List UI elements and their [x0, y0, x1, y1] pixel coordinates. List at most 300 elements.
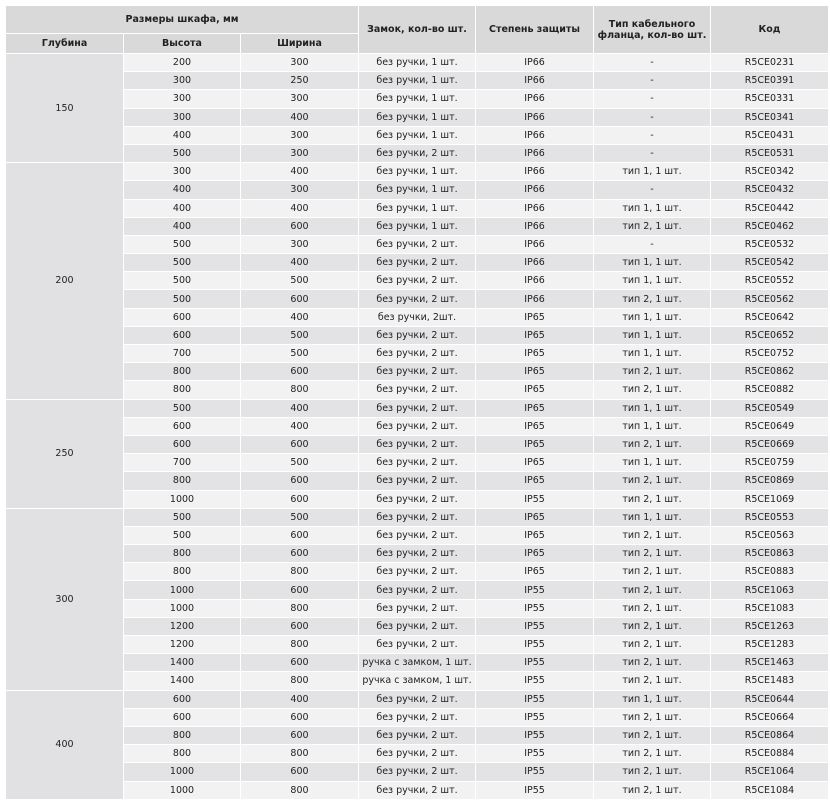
cell-flange: тип 1, 1 шт. [594, 254, 711, 272]
cell-height: 800 [124, 363, 241, 381]
cell-width: 600 [241, 726, 359, 744]
cell-protection: IP66 [476, 54, 594, 72]
cell-lock: без ручки, 2 шт. [359, 781, 476, 799]
cell-flange: тип 1, 1 шт. [594, 399, 711, 417]
cell-width: 600 [241, 545, 359, 563]
cell-flange: тип 2, 1 шт. [594, 599, 711, 617]
cell-protection: IP65 [476, 508, 594, 526]
cell-height: 800 [124, 563, 241, 581]
cell-lock: без ручки, 2 шт. [359, 745, 476, 763]
cell-height: 800 [124, 726, 241, 744]
cell-lock: ручка с замком, 1 шт. [359, 672, 476, 690]
cell-code: R5CE0863 [711, 545, 829, 563]
table-row [6, 490, 829, 508]
cell-height: 300 [124, 108, 241, 126]
table-row [6, 235, 829, 253]
cell-height: 300 [124, 163, 241, 181]
cell-height: 700 [124, 345, 241, 363]
table-row [6, 417, 829, 435]
cell-flange: тип 2, 1 шт. [594, 545, 711, 563]
cell-code: R5CE0342 [711, 163, 829, 181]
table-row [6, 690, 829, 708]
cell-code: R5CE0231 [711, 54, 829, 72]
cell-protection: IP55 [476, 654, 594, 672]
cell-width: 400 [241, 417, 359, 435]
cell-depth: 400 [6, 690, 124, 799]
cell-width: 600 [241, 490, 359, 508]
cell-flange: тип 1, 1 шт. [594, 272, 711, 290]
cell-lock: без ручки, 2 шт. [359, 545, 476, 563]
cell-code: R5CE0884 [711, 745, 829, 763]
cell-flange: тип 1, 1 шт. [594, 345, 711, 363]
header-width: Ширина [241, 34, 359, 54]
cell-flange: тип 2, 1 шт. [594, 526, 711, 544]
cell-lock: без ручки, 1 шт. [359, 90, 476, 108]
cell-lock: без ручки, 1 шт. [359, 217, 476, 235]
cell-width: 600 [241, 217, 359, 235]
table-header [6, 6, 829, 54]
cell-code: R5CE1064 [711, 763, 829, 781]
cell-protection: IP65 [476, 399, 594, 417]
table-row [6, 636, 829, 654]
cell-lock: без ручки, 2 шт. [359, 636, 476, 654]
cell-protection: IP65 [476, 435, 594, 453]
cell-width: 600 [241, 290, 359, 308]
cell-code: R5CE0553 [711, 508, 829, 526]
table-row [6, 599, 829, 617]
cell-code: R5CE0883 [711, 563, 829, 581]
cell-lock: без ручки, 2 шт. [359, 763, 476, 781]
cell-protection: IP66 [476, 72, 594, 90]
cell-code: R5CE0664 [711, 708, 829, 726]
cell-lock: без ручки, 1 шт. [359, 72, 476, 90]
cell-height: 500 [124, 272, 241, 290]
cell-flange: - [594, 108, 711, 126]
cell-height: 600 [124, 435, 241, 453]
cell-flange: тип 2, 1 шт. [594, 654, 711, 672]
cell-code: R5CE0869 [711, 472, 829, 490]
cell-protection: IP55 [476, 672, 594, 690]
cell-protection: IP65 [476, 563, 594, 581]
table-row [6, 126, 829, 144]
cell-lock: без ручки, 2 шт. [359, 563, 476, 581]
table-row [6, 617, 829, 635]
cell-protection: IP65 [476, 526, 594, 544]
table-row [6, 454, 829, 472]
cell-lock: без ручки, 2 шт. [359, 144, 476, 162]
cell-flange: - [594, 72, 711, 90]
cell-height: 800 [124, 745, 241, 763]
cell-width: 800 [241, 563, 359, 581]
cell-width: 300 [241, 126, 359, 144]
cell-lock: без ручки, 1 шт. [359, 163, 476, 181]
cell-code: R5CE0759 [711, 454, 829, 472]
cell-height: 500 [124, 254, 241, 272]
table-row [6, 435, 829, 453]
cell-flange: тип 1, 1 шт. [594, 508, 711, 526]
cell-lock: без ручки, 2 шт. [359, 345, 476, 363]
cell-height: 200 [124, 54, 241, 72]
cell-height: 300 [124, 90, 241, 108]
cell-code: R5CE0644 [711, 690, 829, 708]
cell-lock: ручка с замком, 1 шт. [359, 654, 476, 672]
table-row [6, 672, 829, 690]
cell-protection: IP66 [476, 199, 594, 217]
cell-width: 500 [241, 508, 359, 526]
cell-height: 1000 [124, 763, 241, 781]
cell-code: R5CE0642 [711, 308, 829, 326]
cell-flange: тип 2, 1 шт. [594, 363, 711, 381]
cell-code: R5CE1483 [711, 672, 829, 690]
cell-width: 800 [241, 636, 359, 654]
cell-protection: IP55 [476, 745, 594, 763]
cell-width: 300 [241, 54, 359, 72]
cell-lock: без ручки, 1 шт. [359, 126, 476, 144]
cell-width: 500 [241, 345, 359, 363]
cell-flange: тип 1, 1 шт. [594, 199, 711, 217]
cell-width: 500 [241, 454, 359, 472]
cell-protection: IP65 [476, 454, 594, 472]
cell-flange: тип 2, 1 шт. [594, 435, 711, 453]
cell-width: 800 [241, 381, 359, 399]
cell-protection: IP66 [476, 181, 594, 199]
header-height: Высота [124, 34, 241, 54]
cell-flange: тип 2, 1 шт. [594, 290, 711, 308]
cell-width: 600 [241, 763, 359, 781]
cell-protection: IP66 [476, 254, 594, 272]
table-row [6, 108, 829, 126]
cell-width: 400 [241, 308, 359, 326]
cell-height: 800 [124, 381, 241, 399]
cell-flange: тип 1, 1 шт. [594, 326, 711, 344]
cell-protection: IP55 [476, 690, 594, 708]
cell-lock: без ручки, 2 шт. [359, 526, 476, 544]
cell-code: R5CE0552 [711, 272, 829, 290]
cell-lock: без ручки, 2 шт. [359, 708, 476, 726]
cell-lock: без ручки, 2 шт. [359, 381, 476, 399]
cell-lock: без ручки, 2 шт. [359, 435, 476, 453]
cell-flange: тип 2, 1 шт. [594, 563, 711, 581]
cell-lock: без ручки, 1 шт. [359, 199, 476, 217]
cell-width: 800 [241, 672, 359, 690]
table-row [6, 563, 829, 581]
table-body [6, 54, 829, 800]
cell-height: 600 [124, 417, 241, 435]
cell-width: 600 [241, 363, 359, 381]
table-row [6, 345, 829, 363]
cell-width: 250 [241, 72, 359, 90]
cell-width: 400 [241, 690, 359, 708]
cell-protection: IP66 [476, 126, 594, 144]
cell-width: 600 [241, 526, 359, 544]
cell-lock: без ручки, 2 шт. [359, 508, 476, 526]
cell-protection: IP66 [476, 272, 594, 290]
cell-code: R5CE1063 [711, 581, 829, 599]
cell-width: 600 [241, 617, 359, 635]
cell-protection: IP55 [476, 781, 594, 799]
cell-protection: IP65 [476, 381, 594, 399]
cell-height: 800 [124, 472, 241, 490]
table-row [6, 308, 829, 326]
cell-lock: без ручки, 2 шт. [359, 726, 476, 744]
cell-width: 400 [241, 199, 359, 217]
cell-protection: IP55 [476, 708, 594, 726]
cell-protection: IP65 [476, 417, 594, 435]
table-row [6, 654, 829, 672]
cell-height: 500 [124, 144, 241, 162]
cell-code: R5CE1263 [711, 617, 829, 635]
cell-protection: IP66 [476, 108, 594, 126]
cell-lock: без ручки, 2 шт. [359, 272, 476, 290]
table-row [6, 90, 829, 108]
cell-protection: IP55 [476, 599, 594, 617]
cell-protection: IP65 [476, 345, 594, 363]
cell-width: 800 [241, 781, 359, 799]
cell-protection: IP66 [476, 217, 594, 235]
cell-protection: IP65 [476, 363, 594, 381]
cell-code: R5CE0563 [711, 526, 829, 544]
enclosure-spec-table [5, 5, 829, 800]
table-row [6, 745, 829, 763]
cell-lock: без ручки, 1 шт. [359, 54, 476, 72]
cell-lock: без ручки, 2 шт. [359, 599, 476, 617]
cell-flange: - [594, 181, 711, 199]
cell-height: 1000 [124, 599, 241, 617]
table-row [6, 708, 829, 726]
table-row [6, 254, 829, 272]
cell-flange: тип 1, 1 шт. [594, 454, 711, 472]
cell-flange: тип 1, 1 шт. [594, 690, 711, 708]
cell-lock: без ручки, 2 шт. [359, 490, 476, 508]
cell-protection: IP65 [476, 472, 594, 490]
cell-height: 600 [124, 690, 241, 708]
table-row [6, 581, 829, 599]
table-row [6, 217, 829, 235]
cell-code: R5CE1084 [711, 781, 829, 799]
table-row [6, 726, 829, 744]
cell-flange: - [594, 90, 711, 108]
cell-code: R5CE0391 [711, 72, 829, 90]
cell-protection: IP55 [476, 763, 594, 781]
cell-flange: тип 2, 1 шт. [594, 636, 711, 654]
cell-flange: тип 2, 1 шт. [594, 781, 711, 799]
header-depth: Глубина [6, 34, 124, 54]
cell-depth: 150 [6, 54, 124, 163]
cell-height: 400 [124, 126, 241, 144]
cell-lock: без ручки, 2шт. [359, 308, 476, 326]
cell-flange: - [594, 144, 711, 162]
cell-height: 400 [124, 217, 241, 235]
table-row [6, 290, 829, 308]
table-row [6, 199, 829, 217]
cell-height: 1000 [124, 781, 241, 799]
cell-flange: тип 2, 1 шт. [594, 745, 711, 763]
cell-width: 500 [241, 326, 359, 344]
cell-height: 400 [124, 181, 241, 199]
cell-code: R5CE0882 [711, 381, 829, 399]
cell-height: 1400 [124, 654, 241, 672]
cell-lock: без ручки, 1 шт. [359, 108, 476, 126]
cell-protection: IP65 [476, 545, 594, 563]
table-row [6, 144, 829, 162]
cell-code: R5CE0752 [711, 345, 829, 363]
cell-height: 300 [124, 72, 241, 90]
table-row [6, 54, 829, 72]
cell-protection: IP66 [476, 235, 594, 253]
cell-width: 600 [241, 581, 359, 599]
cell-height: 600 [124, 326, 241, 344]
cell-protection: IP66 [476, 90, 594, 108]
cell-width: 600 [241, 654, 359, 672]
cell-lock: без ручки, 2 шт. [359, 617, 476, 635]
cell-width: 300 [241, 235, 359, 253]
cell-flange: тип 1, 1 шт. [594, 163, 711, 181]
cell-protection: IP55 [476, 636, 594, 654]
cell-width: 400 [241, 399, 359, 417]
cell-height: 1400 [124, 672, 241, 690]
cell-depth: 250 [6, 399, 124, 508]
cell-height: 600 [124, 708, 241, 726]
cell-width: 600 [241, 472, 359, 490]
cell-code: R5CE0532 [711, 235, 829, 253]
cell-lock: без ручки, 2 шт. [359, 326, 476, 344]
cell-code: R5CE0862 [711, 363, 829, 381]
table-row [6, 181, 829, 199]
table-row [6, 781, 829, 799]
cell-flange: тип 2, 1 шт. [594, 472, 711, 490]
cell-flange: тип 2, 1 шт. [594, 490, 711, 508]
cell-code: R5CE0442 [711, 199, 829, 217]
table-row [6, 72, 829, 90]
cell-height: 500 [124, 235, 241, 253]
cell-width: 600 [241, 435, 359, 453]
cell-width: 300 [241, 181, 359, 199]
cell-width: 500 [241, 272, 359, 290]
table-row [6, 763, 829, 781]
table-row [6, 163, 829, 181]
cell-flange: - [594, 126, 711, 144]
cell-lock: без ручки, 1 шт. [359, 181, 476, 199]
cell-code: R5CE0669 [711, 435, 829, 453]
cell-code: R5CE0549 [711, 399, 829, 417]
cell-width: 400 [241, 108, 359, 126]
cell-height: 500 [124, 526, 241, 544]
cell-code: R5CE0431 [711, 126, 829, 144]
cell-lock: без ручки, 2 шт. [359, 235, 476, 253]
cell-width: 600 [241, 708, 359, 726]
cell-height: 400 [124, 199, 241, 217]
cell-width: 400 [241, 163, 359, 181]
cell-lock: без ручки, 2 шт. [359, 454, 476, 472]
header-protection: Степень защиты [476, 6, 594, 54]
cell-protection: IP66 [476, 290, 594, 308]
cell-flange: тип 2, 1 шт. [594, 217, 711, 235]
header-code: Код [711, 6, 829, 54]
cell-protection: IP65 [476, 308, 594, 326]
cell-code: R5CE0542 [711, 254, 829, 272]
cell-protection: IP65 [476, 326, 594, 344]
cell-height: 1200 [124, 636, 241, 654]
cell-depth: 200 [6, 163, 124, 399]
cell-height: 500 [124, 290, 241, 308]
cell-flange: - [594, 235, 711, 253]
cell-code: R5CE0462 [711, 217, 829, 235]
cell-width: 300 [241, 144, 359, 162]
cell-height: 1200 [124, 617, 241, 635]
table-row [6, 272, 829, 290]
table-row [6, 508, 829, 526]
cell-flange: - [594, 54, 711, 72]
cell-width: 300 [241, 90, 359, 108]
cell-protection: IP66 [476, 163, 594, 181]
cell-width: 800 [241, 745, 359, 763]
cell-flange: тип 2, 1 шт. [594, 726, 711, 744]
cell-code: R5CE0652 [711, 326, 829, 344]
table-row [6, 399, 829, 417]
cell-height: 1000 [124, 581, 241, 599]
cell-lock: без ручки, 2 шт. [359, 472, 476, 490]
cell-width: 400 [241, 254, 359, 272]
cell-code: R5CE0864 [711, 726, 829, 744]
cell-height: 800 [124, 545, 241, 563]
cell-code: R5CE0531 [711, 144, 829, 162]
cell-height: 700 [124, 454, 241, 472]
cell-code: R5CE1283 [711, 636, 829, 654]
cell-height: 500 [124, 399, 241, 417]
cell-lock: без ручки, 2 шт. [359, 399, 476, 417]
cell-code: R5CE0432 [711, 181, 829, 199]
cell-flange: тип 2, 1 шт. [594, 672, 711, 690]
cell-lock: без ручки, 2 шт. [359, 417, 476, 435]
cell-flange: тип 2, 1 шт. [594, 381, 711, 399]
table-row [6, 381, 829, 399]
cell-protection: IP55 [476, 617, 594, 635]
cell-code: R5CE0331 [711, 90, 829, 108]
cell-code: R5CE0649 [711, 417, 829, 435]
cell-protection: IP55 [476, 490, 594, 508]
cell-height: 1000 [124, 490, 241, 508]
table-row [6, 472, 829, 490]
table-row [6, 326, 829, 344]
cell-height: 600 [124, 308, 241, 326]
cell-depth: 300 [6, 508, 124, 690]
cell-flange: тип 2, 1 шт. [594, 763, 711, 781]
cell-lock: без ручки, 2 шт. [359, 290, 476, 308]
cell-flange: тип 2, 1 шт. [594, 617, 711, 635]
cell-protection: IP55 [476, 726, 594, 744]
header-flange: Тип кабельного фланца, кол-во шт. [594, 6, 711, 54]
cell-lock: без ручки, 2 шт. [359, 690, 476, 708]
cell-width: 800 [241, 599, 359, 617]
cell-height: 500 [124, 508, 241, 526]
cell-lock: без ручки, 2 шт. [359, 254, 476, 272]
table-row [6, 545, 829, 563]
table-row [6, 363, 829, 381]
cell-flange: тип 1, 1 шт. [594, 308, 711, 326]
cell-protection: IP66 [476, 144, 594, 162]
cell-flange: тип 1, 1 шт. [594, 417, 711, 435]
header-sizes: Размеры шкафа, мм [6, 6, 359, 34]
cell-lock: без ручки, 2 шт. [359, 581, 476, 599]
cell-code: R5CE1463 [711, 654, 829, 672]
cell-code: R5CE0562 [711, 290, 829, 308]
cell-code: R5CE0341 [711, 108, 829, 126]
header-lock: Замок, кол-во шт. [359, 6, 476, 54]
table-row [6, 526, 829, 544]
cell-protection: IP55 [476, 581, 594, 599]
cell-lock: без ручки, 2 шт. [359, 363, 476, 381]
cell-code: R5CE1083 [711, 599, 829, 617]
